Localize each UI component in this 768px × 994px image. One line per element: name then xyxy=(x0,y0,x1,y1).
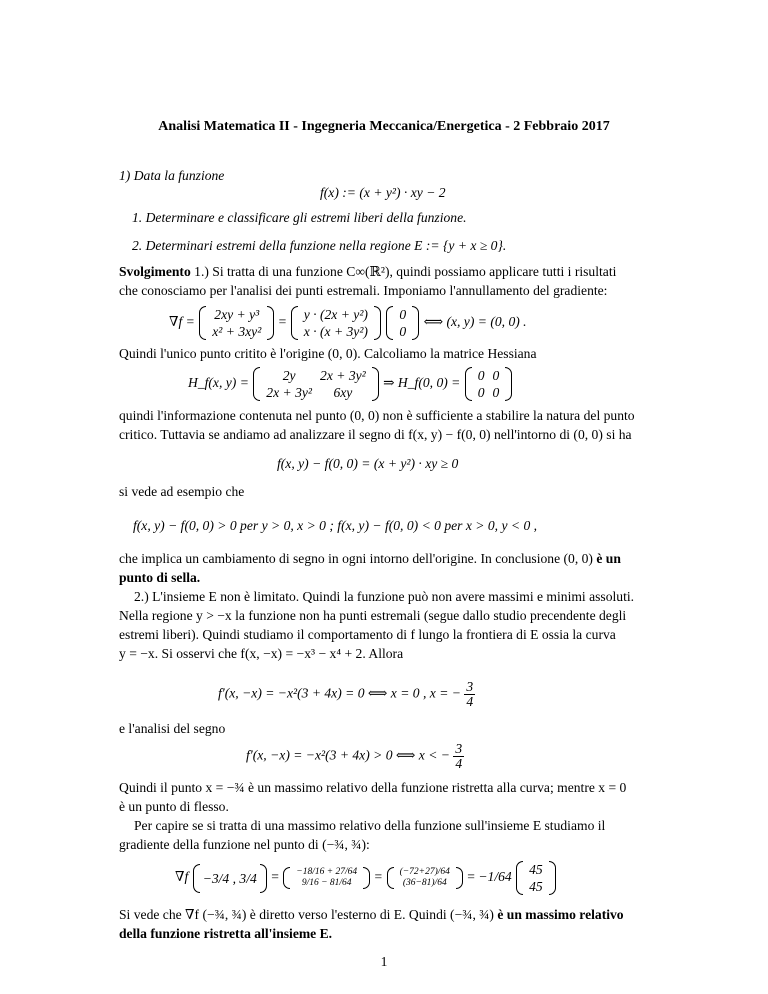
solution-para-6d: y = −x. Si osservi che f(x, −x) = −x³ − x⁴ + 2. Allora xyxy=(119,646,404,661)
matrix-cell: 45 xyxy=(529,879,543,894)
matrix-cell: 0 xyxy=(399,307,407,322)
saddle-point-conclusion: punto di sella. xyxy=(119,570,201,585)
hessian-label: H_f(x, y) = xyxy=(188,375,249,391)
solution-para-2: Quindi l'unico punto critito è l'origine (0, 0). Calcoliamo la matrice Hessiana xyxy=(119,346,537,361)
matrix-cell: 9/16 − 81/64 xyxy=(301,878,352,888)
derivative-text: f′(x, −x) = −x²(3 + 4x) = 0 ⟺ x = 0 , x = − xyxy=(218,685,461,701)
matrix-cell: −18/16 + 27/64 xyxy=(296,867,358,877)
conclusion-bold: è un xyxy=(596,551,621,566)
gradient-values-matrix xyxy=(282,867,371,889)
solution-para-6c: estremi liberi). Quindi studiamo il comportamento di f lungo la frontiera di E ossia la curva xyxy=(119,627,616,642)
hessian-equation xyxy=(188,367,513,401)
solution-para-5 xyxy=(119,549,621,569)
hessian-matrix xyxy=(252,367,379,401)
hessian-zero-matrix xyxy=(464,367,514,401)
solution-para-3a: quindi l'informazione contenuta nel punto (0, 0) non è sufficiente a stabilire la natura del punto xyxy=(119,408,635,423)
matrix-cell: 0 xyxy=(492,368,500,383)
gradient-result-matrix xyxy=(515,861,557,895)
matrix-cell: y · (2x + y²) xyxy=(303,307,368,322)
matrix-cell: 0 xyxy=(399,324,407,339)
sign-equation: f(x, y) − f(0, 0) > 0 per y > 0, x > 0 ; f(x, y) − f(0, 0) < 0 per x > 0, y < 0 , xyxy=(133,518,538,533)
fraction-den: 4 xyxy=(455,756,463,771)
gradient-matrix-1 xyxy=(198,306,275,340)
matrix-cell: 2x + 3y² xyxy=(266,385,313,400)
exercise-intro: 1) Data la funzione xyxy=(119,168,225,183)
matrix-cell: 0 xyxy=(477,385,485,400)
gradient-result: ⟺ (x, y) = (0, 0) . xyxy=(423,314,527,330)
solution-para-6b: Nella regione y > −x la funzione non ha punti estremali (segue dallo studio precendente degli xyxy=(119,608,627,623)
gradient-equation: ∇f = 2xy + y³ x² + 3xy² = y · (2x + y²) x · (x + 3y²) 0 0 ⟺ (x, y) = (0, 0) . xyxy=(169,307,527,339)
matrix-cell: 2y xyxy=(282,368,296,383)
solution-para-8b: è un punto di flesso. xyxy=(119,799,229,814)
gradient-argument xyxy=(192,864,268,893)
derivative-equation xyxy=(218,680,475,709)
fraction xyxy=(453,742,464,771)
sign-analysis-equation xyxy=(246,742,464,771)
solution-para-1b: che conosciamo per l'analisi dei punti estremali. Imponiamo l'annullamento del gradiente: xyxy=(119,283,608,298)
fraction-num: 3 xyxy=(455,741,463,756)
final-conclusion: della funzione ristretta all'insieme E. xyxy=(119,926,333,941)
solution-para-4: si vede ad esempio che xyxy=(119,484,245,499)
solution-lead: Svolgimento xyxy=(119,264,191,279)
gradient-sum-matrix xyxy=(386,867,464,889)
fraction-num: 3 xyxy=(466,679,474,694)
hessian-at-origin-label: ⇒ H_f(0, 0) = xyxy=(383,375,461,391)
final-text: Si vede che ∇f (−¾, ¾) è diretto verso l'esterno di E. Quindi (−¾, ¾) xyxy=(119,907,498,922)
fraction-den: 4 xyxy=(466,694,474,709)
sign-analysis-text: f′(x, −x) = −x²(3 + 4x) > 0 ⟺ x < − xyxy=(246,747,450,763)
solution-para-9a: Per capire se si tratta di una massimo relativo della funzione sull'insieme E studiamo il xyxy=(134,818,606,833)
gradient-label: ∇f xyxy=(175,869,189,885)
solution-para-9b: gradiente della funzione nel punto di (−¾, ¾): xyxy=(119,837,370,852)
matrix-cell: x² + 3xy² xyxy=(212,324,262,339)
final-bold: è un massimo relativo xyxy=(497,907,624,922)
gradient-matrix-3 xyxy=(385,306,420,340)
matrix-cell: 2xy + y³ xyxy=(214,307,260,322)
fraction xyxy=(464,680,475,709)
matrix-cell: (36−81)/64 xyxy=(402,878,447,888)
task-item-2: 2. Determinari estremi della funzione nella regione E := {y + x ≥ 0}. xyxy=(132,238,507,253)
solution-para-3b: critico. Tuttavia se andiamo ad analizzare il segno di f(x, y) − f(0, 0) nell'intorno di (0, 0) si ha xyxy=(119,427,632,442)
matrix-cell: 45 xyxy=(529,862,543,877)
matrix-cell: 6xy xyxy=(333,385,353,400)
matrix-cell: x · (x + 3y²) xyxy=(303,324,368,339)
page-title: Analisi Matematica II - Ingegneria Meccanica/Energetica - 2 Febbraio 2017 xyxy=(158,119,610,134)
gradient-label: ∇f = xyxy=(169,314,195,330)
matrix-cell: 0 xyxy=(492,385,500,400)
solution-para-8a: Quindi il punto x = −¾ è un massimo relativo della funzione ristretta alla curva; mentre x = 0 xyxy=(119,780,627,795)
solution-para-10 xyxy=(119,905,624,925)
solution-para-6a: 2.) L'insieme E non è limitato. Quindi la funzione può non avere massimi e minimi assoluti. xyxy=(134,589,635,604)
solution-para-1 xyxy=(119,262,616,282)
argument-value: −3/4 , 3/4 xyxy=(202,870,257,886)
gradient-matrix-2 xyxy=(290,306,382,340)
solution-para-7: e l'analisi del segno xyxy=(119,721,226,736)
page-number: 1 xyxy=(380,954,388,969)
matrix-cell: (−72+27)/64 xyxy=(399,867,450,877)
matrix-cell: 2x + 3y² xyxy=(320,368,366,383)
task-item-1: 1. Determinare e classificare gli estremi liberi della funzione. xyxy=(132,210,467,225)
gradient-at-point-equation: ∇f −3/4 , 3/4 = −18/16 + 27/64 9/16 − 81/64 = (−72+27)/64 (36−81)/64 = −1/64 45 45 xyxy=(175,861,557,895)
matrix-cell: 0 xyxy=(477,368,485,383)
difference-equation: f(x, y) − f(0, 0) = (x + y²) · xy ≥ 0 xyxy=(277,456,459,471)
solution-text: 1.) Si tratta di una funzione C∞(ℝ²), quindi possiamo applicare tutti i risultati xyxy=(190,264,617,279)
gradient-coefficient: −1/64 xyxy=(478,869,512,885)
function-definition: f(x) := (x + y²) · xy − 2 xyxy=(320,185,446,200)
conclusion-text: che implica un cambiamento di segno in ogni intorno dell'origine. In conclusione (0, 0) xyxy=(119,551,597,566)
